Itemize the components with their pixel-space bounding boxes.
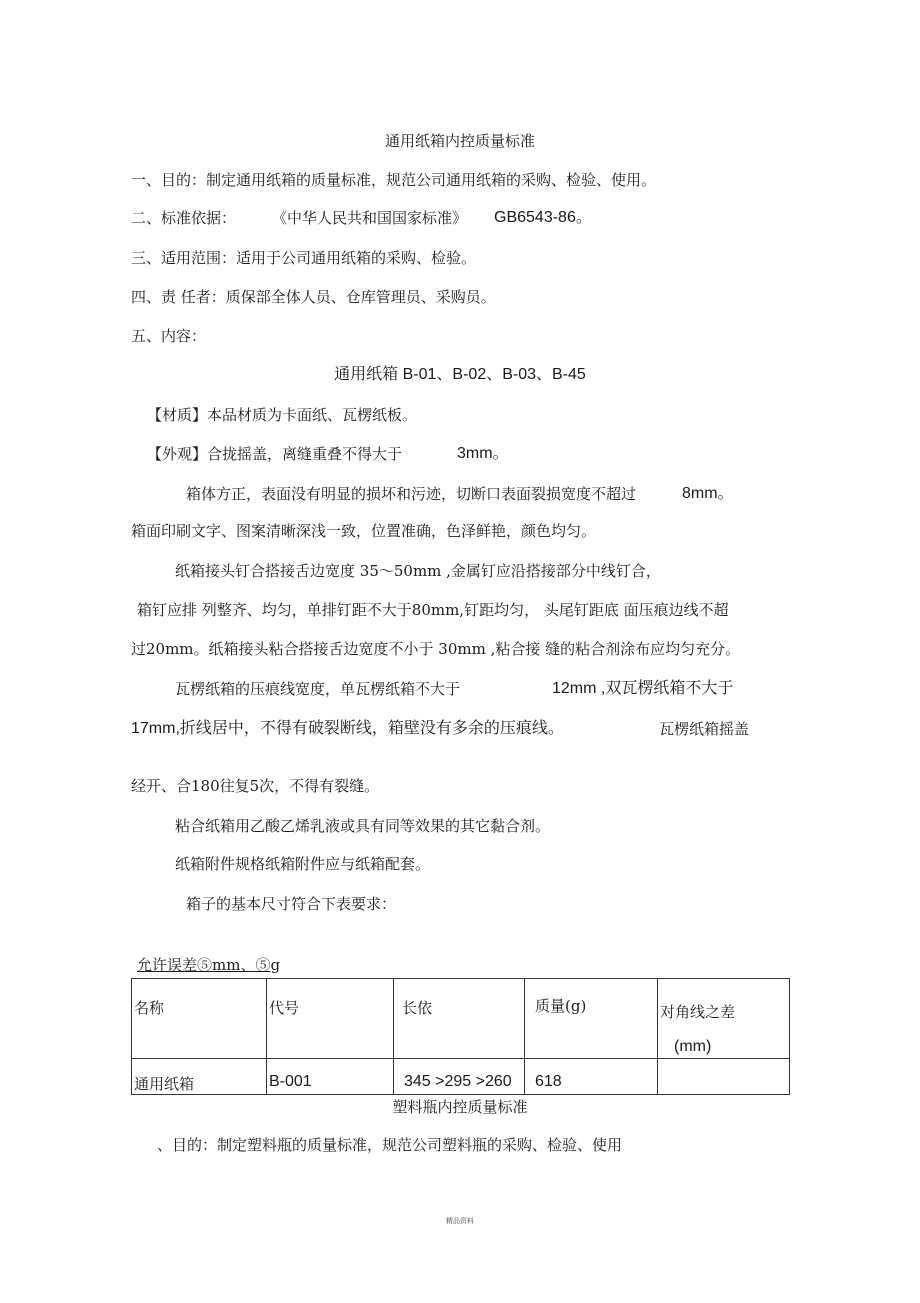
para-accessories: 纸箱附件规格纸箱附件应与纸箱配套。: [175, 855, 431, 873]
appearance-line: 【外观】合拢摇盖，离缝重叠不得大于: [147, 445, 403, 463]
section-content: 五、内容：: [131, 327, 207, 345]
header-weight: 质量(g): [525, 979, 658, 1059]
para-stapling: 纸箱接头钉合搭接舌边宽度 35～50mm ,金属钉应沿搭接部分中线钉合，: [175, 562, 661, 580]
material-line: 【材质】本品材质为卡面纸、瓦楞纸板。: [147, 406, 418, 424]
table-header-row: [132, 979, 790, 1059]
header-length: 长依: [394, 979, 525, 1059]
section-basis-code: GB6543-86。: [494, 209, 592, 226]
para-box-shape: 箱体方正，表面没有明显的损坏和污迹，切断口表面裂损宽度不超过: [186, 485, 637, 503]
cell-code: B-001: [267, 1059, 394, 1095]
header-name: 名称: [132, 979, 267, 1059]
header-code: 代号: [267, 979, 394, 1059]
tolerance-note: 允许误差⑤mm、⑤g: [137, 956, 281, 974]
page-footer: 精品资料: [446, 1217, 474, 1225]
para-box-shape-value: 8mm。: [682, 485, 734, 502]
doc-title-2: 塑料瓶内控质量标准: [392, 1098, 528, 1116]
section-scope: 三、适用范围：适用于公司通用纸箱的采购、检验。: [131, 249, 477, 267]
cell-name: 通用纸箱: [132, 1059, 267, 1095]
para-adhesive: 粘合纸箱用乙酸乙烯乳液或具有同等效果的其它黏合剂。: [175, 817, 551, 835]
cell-diagonal: [658, 1059, 790, 1095]
section-basis-standard: 《中华人民共和国国家标准》: [272, 209, 468, 227]
para-crease-cont: 17mm,折线居中，不得有破裂断线，箱壁没有多余的压痕线。: [131, 720, 564, 737]
size-table: [131, 978, 790, 1095]
para-staple-spacing: 箱钉应排 列整齐、均匀，单排钉距不大于80mm,钉距均匀， 头尾钉距底 面压痕边线不超: [137, 601, 729, 619]
box-subtitle: 通用纸箱 B-01、B-02、B-03、B-45: [334, 366, 586, 383]
cell-length: 345 >295 >260: [394, 1059, 525, 1095]
appearance-value: 3mm。: [457, 445, 509, 462]
para-flap: 瓦楞纸箱摇盖: [659, 720, 750, 738]
para-printing: 箱面印刷文字、图案清晰深浅一致，位置准确，色泽鲜艳，颜色均匀。: [131, 522, 597, 540]
para-size-intro: 箱子的基本尺寸符合下表要求：: [186, 895, 397, 913]
header-diagonal: 对角线之差 (mm): [658, 979, 790, 1059]
section-purpose: 一、目的：制定通用纸箱的质量标准，规范公司通用纸箱的采购、检验、使用。: [131, 171, 657, 189]
para-flap-test: 经开、合180往复5次，不得有裂缝。: [131, 777, 380, 795]
doc-title: 通用纸箱内控质量标准: [384, 132, 535, 150]
section-responsible: 四、责 任者：质保部全体人员、仓库管理员、采购员。: [131, 288, 496, 306]
section-basis-label: 二、标准依据：: [131, 209, 237, 227]
cell-weight: 618: [525, 1059, 658, 1095]
para-crease: 瓦楞纸箱的压痕线宽度，单瓦楞纸箱不大于: [175, 680, 461, 698]
table-row: [132, 1059, 790, 1095]
para-crease-value: 12mm ,双瓦楞纸箱不大于: [552, 680, 734, 697]
section-purpose-2: 、目的：制定塑料瓶的质量标准，规范公司塑料瓶的采购、检验、使用: [157, 1136, 623, 1154]
para-gluing: 过20mm。纸箱接头粘合搭接舌边宽度不小于 30mm ,粘合接 缝的粘合剂涂布应均匀充分。: [131, 640, 741, 658]
